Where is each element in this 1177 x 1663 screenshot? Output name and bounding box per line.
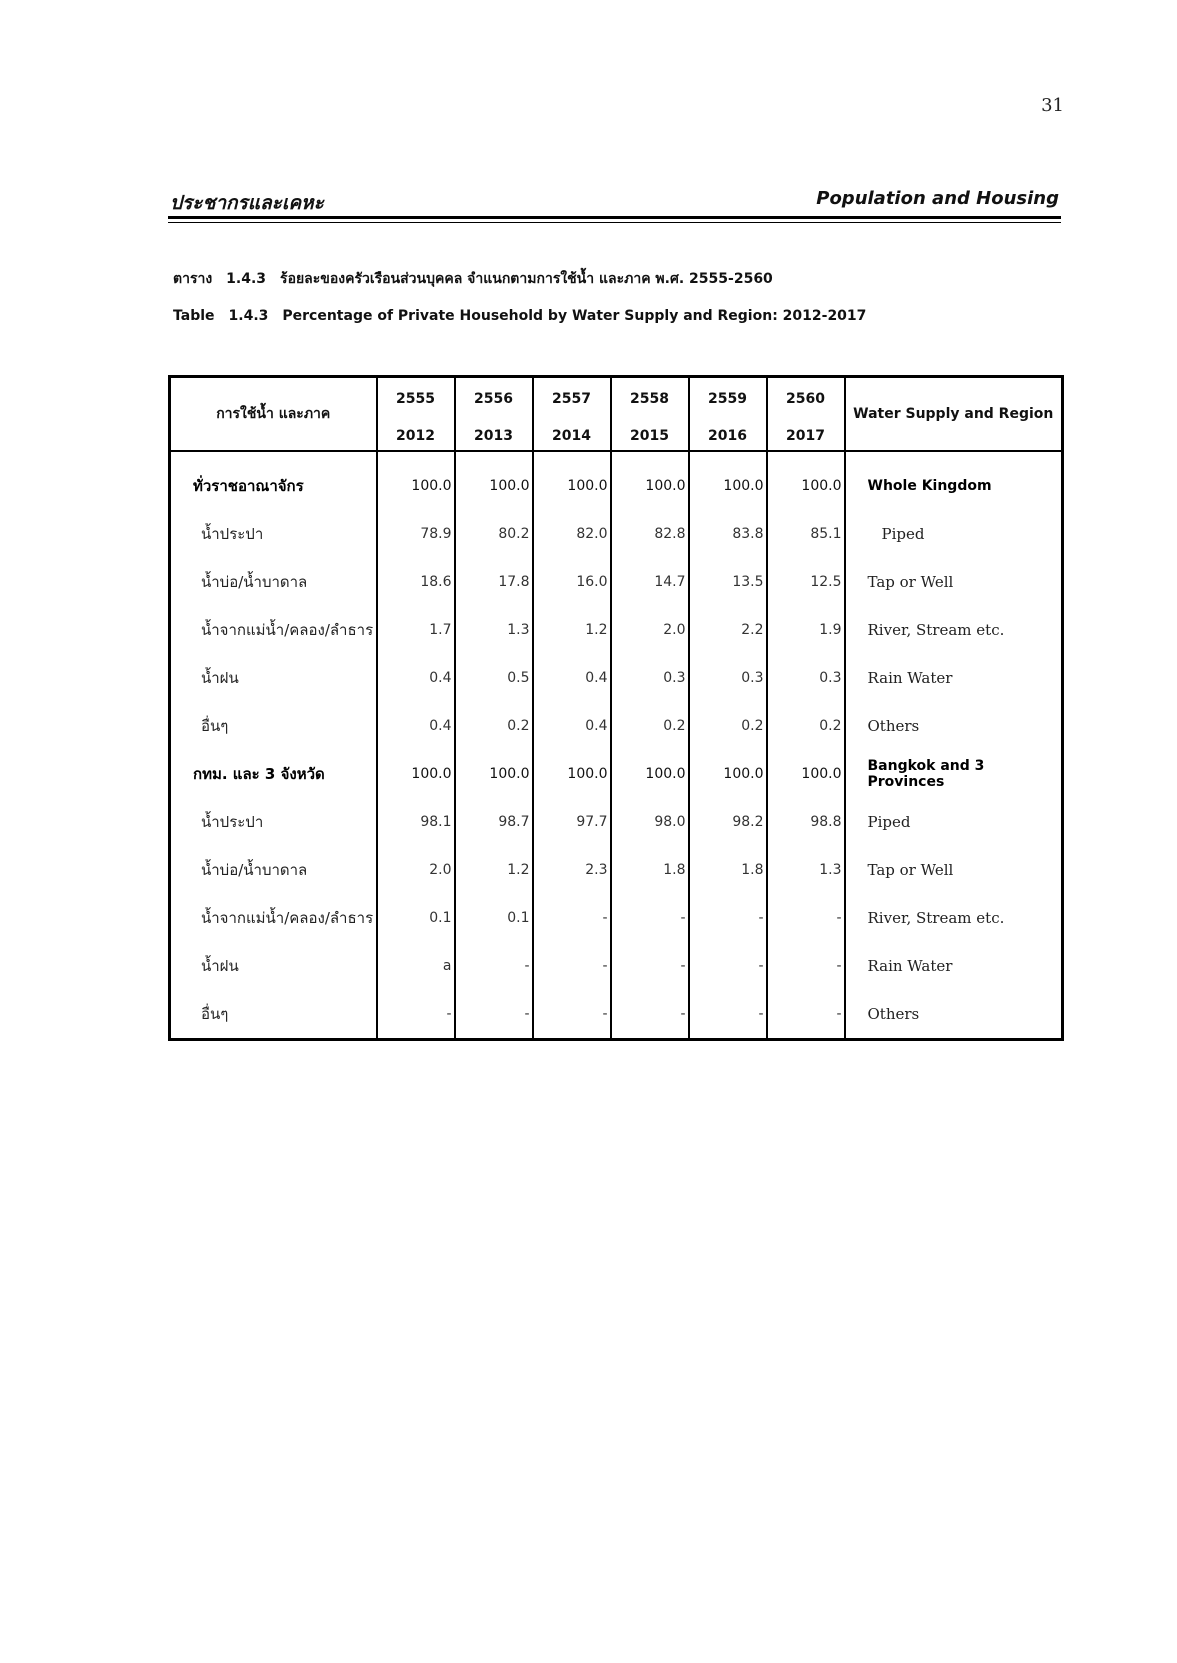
value-cell: 16.0: [533, 558, 611, 606]
table-row: [170, 702, 1063, 750]
year-column-header: 2559 2016: [689, 377, 767, 452]
row-label: น้ำบ่อ/น้ำบาดาล: [170, 558, 377, 606]
value-cell: 98.2: [689, 798, 767, 846]
row-label: น้ำจากแม่น้ำ/คลอง/ลำธาร: [170, 894, 377, 942]
value-cell: 2.0: [611, 606, 689, 654]
value-cell: 100.0: [689, 750, 767, 798]
value-cell: 1.2: [533, 606, 611, 654]
table-caption-thai: [173, 268, 787, 290]
caption-thai-prefix: ตาราง: [173, 271, 213, 287]
page-number: 31: [1041, 95, 1064, 116]
value-cell: -: [455, 990, 533, 1040]
value-cell: 97.7: [533, 798, 611, 846]
value-cell: 12.5: [767, 558, 845, 606]
value-cell: -: [533, 942, 611, 990]
value-cell: 0.4: [377, 654, 455, 702]
row-english-label: Tap or Well: [845, 846, 1063, 894]
value-cell: 80.2: [455, 510, 533, 558]
value-cell: 1.2: [455, 846, 533, 894]
value-cell: 17.8: [455, 558, 533, 606]
value-cell: 1.7: [377, 606, 455, 654]
row-label: ทั่วราชอาณาจักร: [170, 451, 377, 510]
row-english-label: Rain Water: [845, 654, 1063, 702]
table-row: [170, 606, 1063, 654]
value-cell: 1.8: [689, 846, 767, 894]
value-cell: -: [533, 990, 611, 1040]
header-rule-thin: [168, 222, 1061, 223]
caption-eng-prefix: Table: [173, 308, 215, 324]
row-english-label: Piped: [845, 798, 1063, 846]
value-cell: -: [455, 942, 533, 990]
value-cell: 0.1: [377, 894, 455, 942]
value-cell: 100.0: [767, 451, 845, 510]
value-cell: -: [767, 942, 845, 990]
row-english-label: Tap or Well: [845, 558, 1063, 606]
row-label: น้ำประปา: [170, 798, 377, 846]
row-english-label: Bangkok and 3 Provinces: [845, 750, 1063, 798]
value-cell: 0.2: [611, 702, 689, 750]
row-english-label: River, Stream etc.: [845, 894, 1063, 942]
caption-thai-text: ร้อยละของครัวเรือนส่วนบุคคล จำแนกตามการใช้น้ำ และภาค พ.ศ. 2555-2560: [280, 271, 773, 287]
value-cell: 98.1: [377, 798, 455, 846]
value-cell: -: [689, 942, 767, 990]
header-english-title: Population and Housing: [816, 188, 1059, 209]
row-english-label: Rain Water: [845, 942, 1063, 990]
table-row: [170, 942, 1063, 990]
table-row: [170, 558, 1063, 606]
value-cell: 2.3: [533, 846, 611, 894]
row-english-label: Whole Kingdom: [845, 451, 1063, 510]
value-cell: 0.2: [455, 702, 533, 750]
value-cell: 100.0: [377, 451, 455, 510]
table-row: [170, 750, 1063, 798]
table-row: [170, 894, 1063, 942]
table-row: [170, 510, 1063, 558]
row-label: น้ำประปา: [170, 510, 377, 558]
value-cell: -: [689, 990, 767, 1040]
table-caption-english: [173, 308, 880, 324]
table-header-row: [170, 377, 1063, 452]
year-column-header: 2556 2013: [455, 377, 533, 452]
water-supply-table: [168, 375, 1064, 1041]
value-cell: 100.0: [611, 451, 689, 510]
value-cell: 0.3: [611, 654, 689, 702]
value-cell: 0.3: [767, 654, 845, 702]
year-column-header: 2555 2012: [377, 377, 455, 452]
value-cell: 100.0: [533, 451, 611, 510]
row-english-label: Others: [845, 702, 1063, 750]
value-cell: 82.8: [611, 510, 689, 558]
english-column-header: Water Supply and Region: [845, 377, 1063, 452]
value-cell: 1.8: [611, 846, 689, 894]
value-cell: -: [533, 894, 611, 942]
value-cell: 0.4: [377, 702, 455, 750]
value-cell: 98.0: [611, 798, 689, 846]
value-cell: 78.9: [377, 510, 455, 558]
value-cell: 98.8: [767, 798, 845, 846]
value-cell: 0.4: [533, 654, 611, 702]
table-row: [170, 846, 1063, 894]
row-label: อื่นๆ: [170, 990, 377, 1040]
value-cell: 100.0: [533, 750, 611, 798]
row-label: น้ำฝน: [170, 654, 377, 702]
value-cell: 100.0: [689, 451, 767, 510]
row-label: กทม. และ 3 จังหวัด: [170, 750, 377, 798]
value-cell: -: [767, 990, 845, 1040]
value-cell: -: [611, 942, 689, 990]
row-english-label: Piped: [845, 510, 1063, 558]
row-english-label: River, Stream etc.: [845, 606, 1063, 654]
value-cell: -: [377, 990, 455, 1040]
value-cell: 82.0: [533, 510, 611, 558]
value-cell: 18.6: [377, 558, 455, 606]
value-cell: 98.7: [455, 798, 533, 846]
value-cell: 100.0: [455, 451, 533, 510]
value-cell: 0.1: [455, 894, 533, 942]
row-english-label: Others: [845, 990, 1063, 1040]
label-column-header: การใช้น้ำ และภาค: [170, 377, 377, 452]
value-cell: 100.0: [455, 750, 533, 798]
value-cell: 1.9: [767, 606, 845, 654]
value-cell: 0.4: [533, 702, 611, 750]
year-column-header: 2560 2017: [767, 377, 845, 452]
value-cell: 1.3: [767, 846, 845, 894]
value-cell: 100.0: [611, 750, 689, 798]
value-cell: 0.5: [455, 654, 533, 702]
header-rule-thick: [168, 216, 1061, 219]
year-column-header: 2557 2014: [533, 377, 611, 452]
row-label: อื่นๆ: [170, 702, 377, 750]
value-cell: -: [689, 894, 767, 942]
value-cell: 2.0: [377, 846, 455, 894]
value-cell: 100.0: [377, 750, 455, 798]
table-row: [170, 798, 1063, 846]
value-cell: 2.2: [689, 606, 767, 654]
value-cell: a: [377, 942, 455, 990]
row-label: น้ำบ่อ/น้ำบาดาล: [170, 846, 377, 894]
value-cell: 85.1: [767, 510, 845, 558]
value-cell: 14.7: [611, 558, 689, 606]
header-thai-title: ประชากรและเคหะ: [170, 192, 324, 214]
caption-eng-number: 1.4.3: [228, 308, 269, 324]
table-row: [170, 654, 1063, 702]
caption-eng-text: Percentage of Private Household by Water Supply and Region: 2012-2017: [282, 308, 867, 324]
value-cell: 0.2: [767, 702, 845, 750]
value-cell: 13.5: [689, 558, 767, 606]
value-cell: 0.3: [689, 654, 767, 702]
table-row: [170, 990, 1063, 1040]
value-cell: 1.3: [455, 606, 533, 654]
value-cell: -: [611, 894, 689, 942]
row-label: น้ำจากแม่น้ำ/คลอง/ลำธาร: [170, 606, 377, 654]
caption-thai-number: 1.4.3: [226, 271, 267, 287]
year-column-header: 2558 2015: [611, 377, 689, 452]
value-cell: 0.2: [689, 702, 767, 750]
value-cell: -: [611, 990, 689, 1040]
value-cell: -: [767, 894, 845, 942]
row-label: น้ำฝน: [170, 942, 377, 990]
value-cell: 100.0: [767, 750, 845, 798]
table-row: [170, 451, 1063, 510]
value-cell: 83.8: [689, 510, 767, 558]
